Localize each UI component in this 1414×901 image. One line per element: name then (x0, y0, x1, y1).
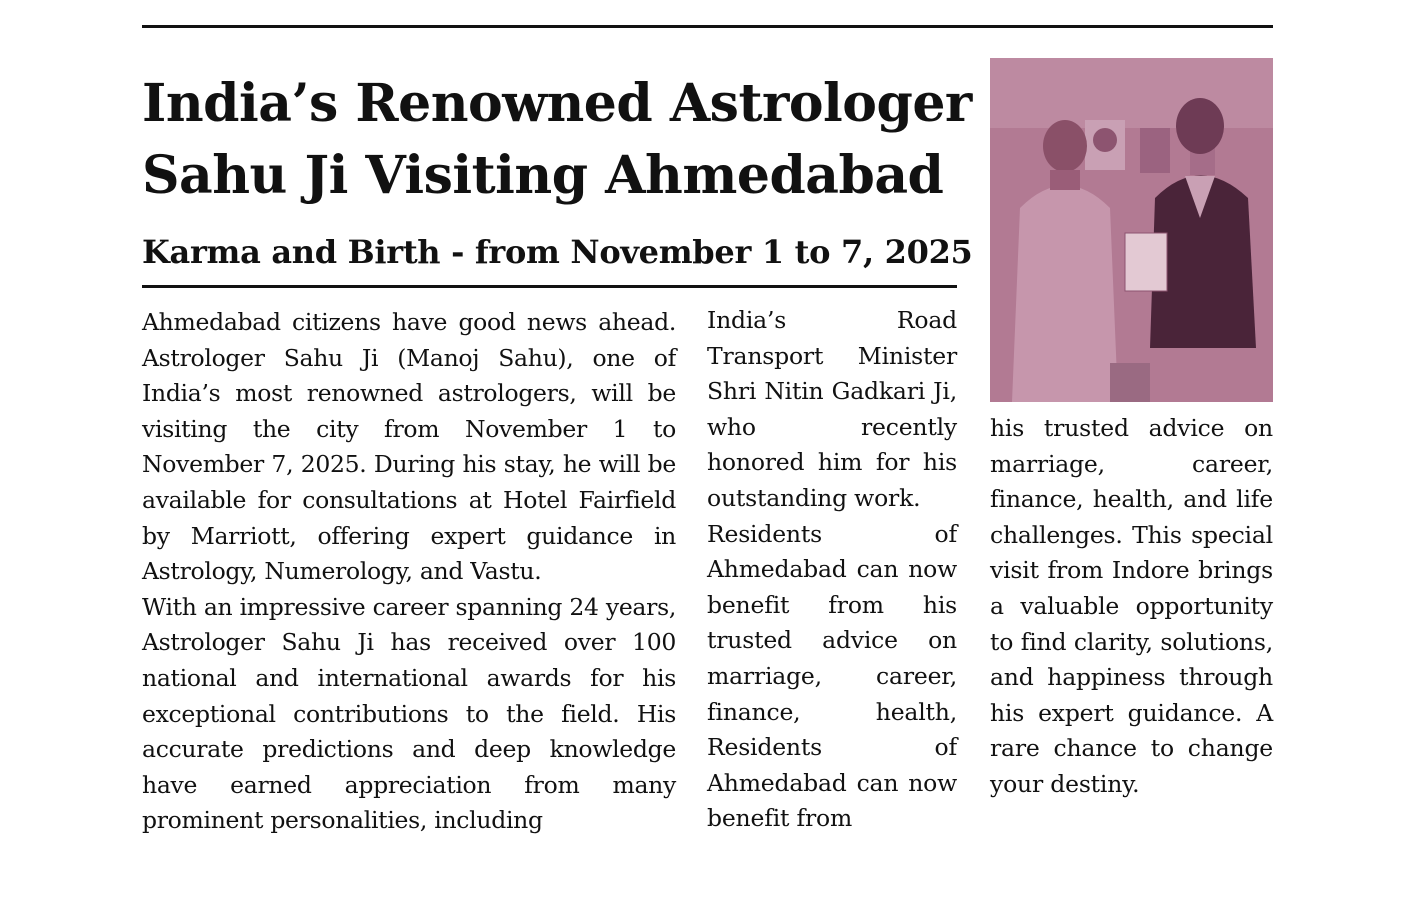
top-rule (142, 25, 1273, 28)
article-column-2 (707, 303, 957, 837)
headline-line-1: India’s Renowned Astrologer (142, 73, 972, 134)
headline (142, 68, 972, 212)
column-2-paragraph-1: India’s Road Transport Minister Shri Nitin Gadkari Ji, who recently honored him for his outstanding work. (707, 306, 957, 512)
column-1-paragraph-2: With an impressive career spanning 24 years, Astrologer Sahu Ji has received over 100 national and international awards for his exceptional contributions to the field. His accurate predictions and deep knowledge have earned appreciation from many prominent personalities, including (142, 592, 676, 835)
subheadline-rule (142, 285, 957, 288)
article-photo (990, 58, 1273, 402)
column-1-paragraph-1: Ahmedabad citizens have good news ahead. Astrologer Sahu Ji (Manoj Sahu), one of India’s most renowned astrologers, will be visiting the city from November 1 to November 7, 2025. During his stay, he will be available for consultations at Hotel Fairfield by Marriott, offering expert guidance in Astrology, Numerology, and Vastu. (142, 308, 676, 586)
column-3-paragraph-1: his trusted advice on marriage, career, finance, health, and life challenges. This special visit from Indore brings a valuable opportunity to find clarity, solutions, and happiness through his expert guidance. A rare chance to change your destiny. (990, 414, 1273, 798)
subheadline: Karma and Birth - from November 1 to 7, 2025 (142, 233, 973, 271)
column-2-paragraph-2: Residents of Ahmedabad can now benefit from his trusted advice on marriage, career, finance, health, Residents of Ahmedabad can now benefit from (707, 519, 957, 833)
article-column-1 (142, 305, 676, 839)
article-column-3 (990, 411, 1273, 803)
headline-line-2: Sahu Ji Visiting Ahmedabad (142, 145, 944, 206)
